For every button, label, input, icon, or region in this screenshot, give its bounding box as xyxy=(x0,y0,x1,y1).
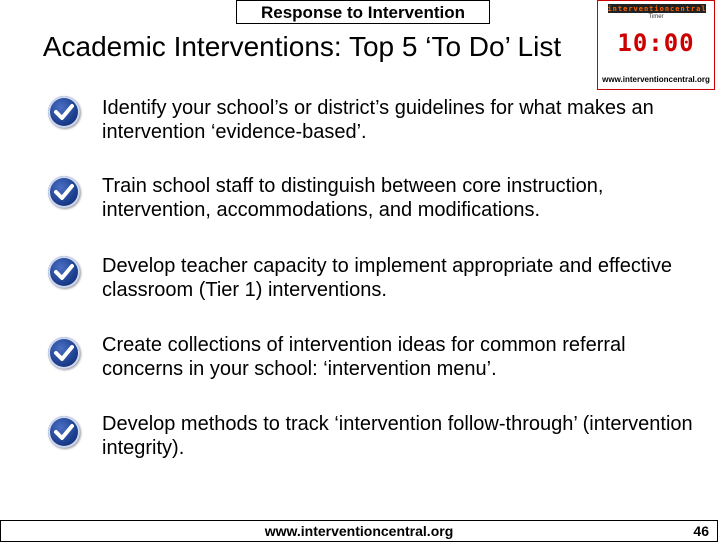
checkmark-icon xyxy=(48,256,80,288)
header-band xyxy=(236,0,490,24)
list-item-text: Develop teacher capacity to implement appropriate and effective classroom (Tier 1) interventions. xyxy=(102,255,672,301)
checkmark-icon xyxy=(48,337,80,369)
header-label: Response to Intervention xyxy=(260,3,466,22)
logo-tagline: Timer xyxy=(648,14,664,20)
checkmark-icon xyxy=(48,416,80,448)
footer-url[interactable]: www.interventioncentral.org xyxy=(264,523,454,539)
timer-logo xyxy=(597,0,715,90)
page-number: 46 xyxy=(693,523,709,539)
logo-strip xyxy=(608,4,706,13)
checkmark-icon xyxy=(48,96,80,128)
footer-bar xyxy=(0,520,718,542)
slide-title: Academic Interventions: Top 5 ‘To Do’ List xyxy=(42,31,562,62)
logo-strip-text: interventioncentral xyxy=(607,4,707,13)
logo-url: www.interventioncentral.org xyxy=(602,75,710,84)
list-item-text: Train school staff to distinguish between core instruction, intervention, accommodations, and modifications. xyxy=(102,175,604,221)
list-item-text: Develop methods to track ‘intervention follow-through’ (intervention integrity). xyxy=(102,413,693,459)
timer-display: 10:00 xyxy=(617,29,695,57)
checkmark-icon xyxy=(48,176,80,208)
list-item-text: Create collections of intervention ideas for common referral concerns in your school: ‘intervention menu’. xyxy=(102,334,626,380)
list-item-text: Identify your school’s or district’s guidelines for what makes an intervention ‘evidence-based’. xyxy=(102,97,654,143)
